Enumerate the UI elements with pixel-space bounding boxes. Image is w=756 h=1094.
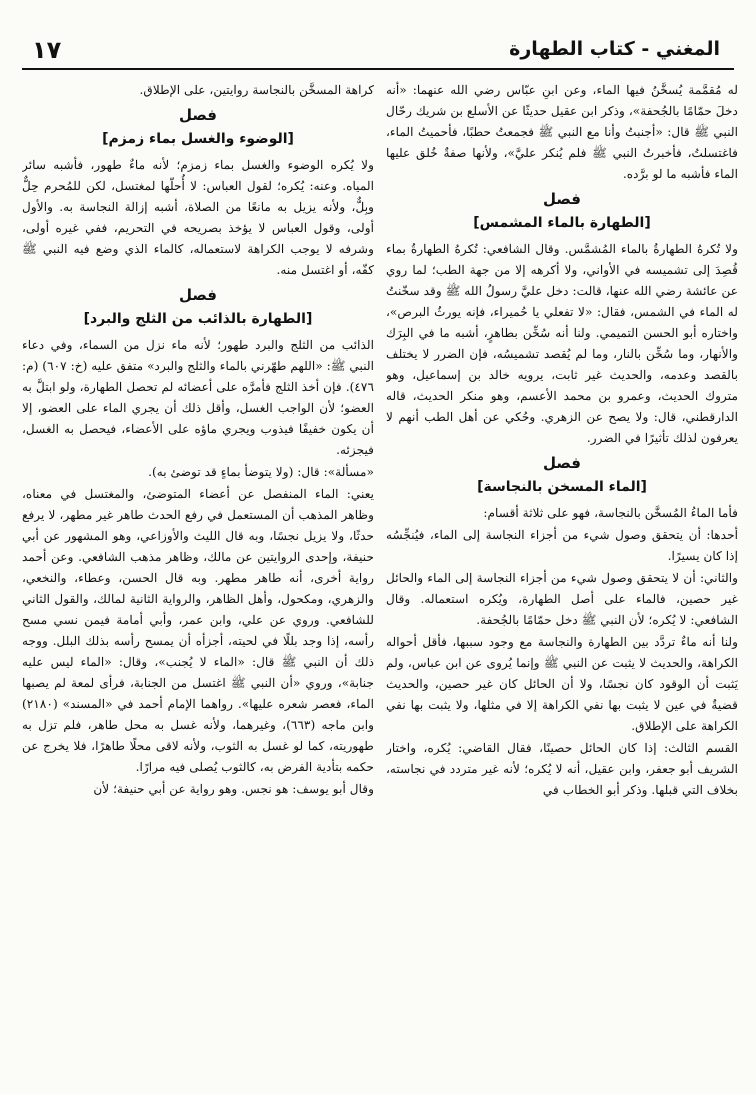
- paragraph: والثاني: أن لا يتحقق وصول شيء من أجزاء النجاسة إلى الماء والحائل غير حصين، فالماء على أصل الطهارة، ويُكره استعماله. وقال الشافعي: لا يُكره؛ لأن النبي ﷺ دخل حمّامًا بالجُحفة.: [386, 571, 738, 627]
- paragraph: القسم الثالث: إذا كان الحائل حصينًا، فقال القاضي: يُكره، واختار الشريف أبو جعفر، وابن عقيل، أنه لا يُكره؛ لأنه غير متردد في نجاسته، بخلاف التي قبلها. وذكر أبو الخطاب في: [386, 741, 738, 797]
- paragraph: وقال أبو يوسف: هو نجس. وهو رواية عن أبي حنيفة؛ لأن: [93, 782, 374, 796]
- masala-line: «مسألة»: قال: (ولا يتوضأ بماءٍ قد توضئ به).: [148, 465, 374, 479]
- paragraph: الذائب من الثلج والبرد طهور؛ لأنه ماء نزل من السماء، وفي دعاء النبي ﷺ: «اللهم طهّرني بالماء والثلج والبرد» متفق عليه (خ: ٦٠٧) (م: ٤٧٦). فإن أخذ الثلج فأمرَّه على أعضائه لم تحصل الطهارة، ولو ابتلَّ به العضو؛ لأن الواجب الغسل، وأقل ذلك أن يجري الماء على العضو، إلا أن يكون خفيفًا فيذوب ويجري ماؤه على الأعضاء، فيحصل به الغسل، فيجزئه.: [22, 338, 374, 457]
- page-number: ١٧: [32, 36, 62, 64]
- section-label: فصل: [179, 286, 217, 304]
- section-label: فصل: [543, 454, 581, 472]
- paragraph: ولا تُكرهُ الطهارةُ بالماء المُشمَّس. وقال الشافعي: تُكرهُ الطهارةُ بماء قُصِدَ إلى تشميسه في الأواني، ولا أكرهه إلا من جهة الطب؛ لما روي عن عائشة رضي الله عنها، قالت: دخل عليَّ رسولُ الله ﷺ وقد سخّنتُ له الماء في الشمس، فقال: «لا تفعلي يا حُميراء، فإنه يورثُ البرص»، واختاره أبو الحسن التميمي. ولنا أنه سُخِّن بطاهرٍ، أشبه ما في البِرَك والأنهار، وما سُخِّن بالنار، وما لم يُقصد تشميسُه، فإن الضرر لا يختلف بالقصد وعدمه، والحديث غير ثابت، يرويه خالد بن إسماعيل، وهو متروك الحديث، وعمرو بن محمد الأعسم، وهو منكر الحديث، قاله الدارقطني، قال: ولا يصح عن الزهري. وحُكي عن أهل الطب أنهم لا يعرفون لذلك تأثيرًا في الضرر.: [386, 242, 738, 445]
- paragraph: فأما الماءُ المُسخَّن بالنجاسة، فهو على ثلاثة أقسام:: [483, 506, 738, 520]
- paragraph: له مُقمَّمة يُسخَّنُ فيها الماء، وعن ابنِ عبّاس رضي الله عنهما: «أنه دخلَ حمّامًا بالجُحفة»، وذكر ابن عقيل حديثًا عن الأسلع بن شريك رحّال النبي ﷺ قال: «أجنبتُ وأنا مع النبي ﷺ فجمعتُ حطبًا، فأحميتُ الماء، فاغتسلتُ، فأخبرتُ النبي ﷺ فلم يُنكر عليَّ»، ولأنها صفةٌ خُلق عليها الماء فأشبه ما لو برَّده.: [386, 83, 738, 181]
- section-heading: [الطهارة بالذائب من الثلج والبرد]: [83, 311, 313, 327]
- paragraph: أحدها: أن يتحقق وصول شيء من أجزاء النجاسة إلى الماء، فيُنجِّسُه إذا كان يسيرًا.: [386, 528, 738, 563]
- section-label: فصل: [179, 106, 217, 124]
- section-heading: [الماء المسخن بالنجاسة]: [477, 479, 647, 495]
- section-heading: [الوضوء والغسل بماء زمزم]: [102, 131, 294, 147]
- section-heading: [الطهارة بالماء المشمس]: [473, 215, 651, 231]
- paragraph: ولنا أنه ماءٌ تردَّد بين الطهارة والنجاسة مع وجود سببها، فأقل أحواله الكراهة، والحديث لا يثبت عن النبي ﷺ وإنما يُروى عن ابن عباس، ولم يَثبت أن الوقود كان نجسًا، ولا أن الحائل كان غير حصين، والحديث قضيةٌ في عين لا يثبت بها نفي الكراهة إلا في مثلها، ولا يثبت بها نفي الكراهة على الإطلاق.: [386, 635, 738, 733]
- paragraph: كراهة المسخَّن بالنجاسة روايتين، على الإطلاق.: [139, 83, 374, 97]
- left-column: [22, 80, 374, 1080]
- page-header: [22, 34, 734, 70]
- running-title: المغني - كتاب الطهارة: [509, 38, 720, 60]
- paragraph: ولا يُكره الوضوء والغسل بماء زمزم؛ لأنه ماءٌ طهور، فأشبه سائر المياه. وعنه: يُكره؛ لقول العباس: لا أُحلّها لمغتسل، لكن للمُحرم حِلٌّ وبِلٌّ، ولأنه يزيل به مانعًا من الصلاة، أشبه إزالة النجاسة به. والأول أولى، وقول العباس لا يؤخذ بصريحه في التحريم، ففي غيره أولى، وشرفه لا يوجب الكراهة لاستعماله، كالماء الذي وضع فيه النبي ﷺ كفّه، أو اغتسل منه.: [22, 158, 374, 277]
- right-column: [386, 80, 738, 1080]
- section-label: فصل: [543, 190, 581, 208]
- paragraph: يعني: الماء المنفصل عن أعضاء المتوضئ، والمغتسل في معناه، وظاهر المذهب أن المستعمل في رفع الحدث طاهر غير مطهر، لا يرفع حدثًا، ولا يزيل نجسًا، وبه قال الليث والأوزاعي، وهو المشهور عن أبي حنيفة، وإحدى الروايتين عن مالك، وظاهر مذهب الشافعي. وعن أحمد رواية أخرى، أنه طاهر مطهر. وبه قال الحسن، وعطاء، والنخعي، والزهري، ومكحول، وأهل الظاهر، والرواية الثانية لمالك، والقول الثاني للشافعي. وروي عن علي، وابن عمر، وأبي أمامة فيمن نسي مسح رأسه، إذا وجد بللًا في لحيته، أجزأه أن يمسح رأسه بذلك البلل. ووجه ذلك أن النبي ﷺ قال: «الماء لا يُجنب»، وقال: «الماء ليس عليه جنابة»، وروي «أن النبي ﷺ اغتسل من الجنابة، فرأى لمعة لم يصبها الماء، فعصر شعره عليها». رواهما الإمام أحمد في «المسند» (٢١٨٠) وابن ماجه (٦٦٣)، وغيرهما، ولأنه غسل به محل طاهر، فلم تزل به طهوريته، كما لو غسل به الثوب، ولأنه لاقى محلًا طاهرًا، فلا يخرج عن حكمه بتأدية الفرض به، كالثوب يُصلى فيه مرارًا.: [22, 487, 374, 774]
